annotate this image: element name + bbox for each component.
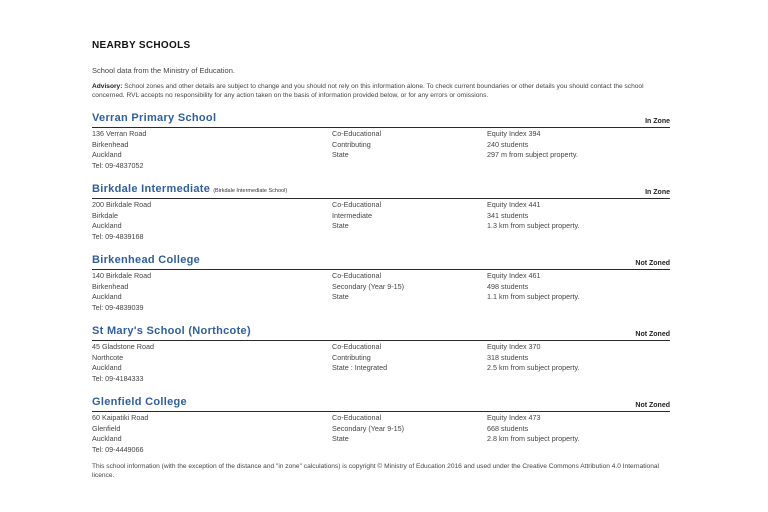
address-line-3: Auckland bbox=[92, 150, 122, 160]
address-line-1: 136 Verran Road bbox=[92, 129, 147, 139]
school-header bbox=[92, 392, 670, 412]
school-gender: Co-Educational bbox=[332, 413, 382, 423]
school-header bbox=[92, 250, 670, 270]
school-classification bbox=[332, 200, 487, 242]
school-contact bbox=[92, 413, 332, 455]
school-contact bbox=[92, 271, 332, 313]
school-alt-name: (Birkdale Intermediate School) bbox=[213, 188, 288, 195]
address-line-2: Birkenhead bbox=[92, 281, 129, 291]
school-gender: Co-Educational bbox=[332, 342, 382, 352]
address-line-3: Auckland bbox=[92, 292, 122, 302]
address-line-3: Auckland bbox=[92, 221, 122, 231]
advisory-text: School zones and other details are subject to change and you should not rely on this information alone. To check current boundaries or other details you should contact the school concerned. RVL accepts no responsibility for any action taken on the basis of information provided below, or for any errors or omissions. bbox=[92, 83, 644, 99]
distance: 2.5 km from subject property. bbox=[487, 363, 580, 373]
school-type: Secondary (Year 9-15) bbox=[332, 281, 405, 291]
student-count: 318 students bbox=[487, 352, 529, 362]
advisory-note bbox=[92, 83, 670, 100]
school-phone: Tel: 09-4839168 bbox=[92, 231, 144, 241]
school-phone: Tel: 09-4449066 bbox=[92, 444, 144, 454]
school-name: Birkenhead College bbox=[92, 254, 201, 267]
address-line-1: 45 Gladstone Road bbox=[92, 342, 154, 352]
school-classification bbox=[332, 271, 487, 313]
address-line-2: Northcote bbox=[92, 352, 124, 362]
school-details bbox=[92, 412, 670, 455]
school-type: Secondary (Year 9-15) bbox=[332, 423, 405, 433]
school-name: Glenfield College bbox=[92, 396, 187, 409]
address-line-3: Auckland bbox=[92, 434, 122, 444]
school-details bbox=[92, 199, 670, 242]
school-entry bbox=[92, 321, 670, 384]
equity-index: Equity Index 461 bbox=[487, 271, 541, 281]
school-entry bbox=[92, 108, 670, 171]
school-type: Contributing bbox=[332, 352, 371, 362]
address-line-2: Birkenhead bbox=[92, 139, 129, 149]
school-gender: Co-Educational bbox=[332, 200, 382, 210]
school-gender: Co-Educational bbox=[332, 129, 382, 139]
address-line-1: 60 Kaipatiki Road bbox=[92, 413, 149, 423]
school-authority: State : Integrated bbox=[332, 363, 388, 373]
student-count: 498 students bbox=[487, 281, 529, 291]
school-list bbox=[92, 108, 670, 455]
page-title: NEARBY SCHOOLS bbox=[92, 40, 191, 51]
school-name-wrap bbox=[92, 179, 287, 197]
student-count: 341 students bbox=[487, 210, 529, 220]
school-entry bbox=[92, 250, 670, 313]
school-details bbox=[92, 341, 670, 384]
zone-status: Not Zoned bbox=[635, 402, 670, 410]
equity-index: Equity Index 370 bbox=[487, 342, 541, 352]
distance: 1.1 km from subject property. bbox=[487, 292, 580, 302]
school-contact bbox=[92, 342, 332, 384]
address-line-1: 140 Birkdale Road bbox=[92, 271, 152, 281]
school-contact bbox=[92, 129, 332, 171]
school-name: Birkdale Intermediate bbox=[92, 183, 211, 196]
student-count: 240 students bbox=[487, 139, 529, 149]
school-phone: Tel: 09-4839039 bbox=[92, 302, 144, 312]
school-name-wrap bbox=[92, 392, 190, 410]
address-line-3: Auckland bbox=[92, 363, 122, 373]
school-header bbox=[92, 321, 670, 341]
address-line-2: Birkdale bbox=[92, 210, 118, 220]
school-classification bbox=[332, 342, 487, 384]
school-stats bbox=[487, 271, 670, 313]
school-stats bbox=[487, 342, 670, 384]
school-name-wrap bbox=[92, 250, 203, 268]
school-details bbox=[92, 270, 670, 313]
school-stats bbox=[487, 129, 670, 171]
school-stats bbox=[487, 200, 670, 242]
distance: 2.8 km from subject property. bbox=[487, 434, 580, 444]
school-authority: State bbox=[332, 150, 349, 160]
copyright-note: This school information (with the exception of the distance and "in zone" calculations) is copyright © Ministry of Education 2016 and used under the Creative Commons Attribution 4.0 International licence. bbox=[92, 463, 660, 479]
school-name: St Mary's School (Northcote) bbox=[92, 325, 251, 338]
school-header bbox=[92, 108, 670, 128]
school-type: Contributing bbox=[332, 139, 371, 149]
equity-index: Equity Index 441 bbox=[487, 200, 541, 210]
school-authority: State bbox=[332, 292, 349, 302]
school-details bbox=[92, 128, 670, 171]
data-source-note: School data from the Ministry of Education. bbox=[92, 66, 235, 75]
zone-status: Not Zoned bbox=[635, 331, 670, 339]
school-authority: State bbox=[332, 434, 349, 444]
school-header bbox=[92, 179, 670, 199]
school-classification bbox=[332, 413, 487, 455]
school-name: Verran Primary School bbox=[92, 112, 217, 125]
school-phone: Tel: 09-4837052 bbox=[92, 160, 144, 170]
address-line-1: 200 Birkdale Road bbox=[92, 200, 152, 210]
zone-status: In Zone bbox=[645, 189, 670, 197]
school-name-wrap bbox=[92, 321, 254, 339]
zone-status: In Zone bbox=[645, 118, 670, 126]
distance: 1.3 km from subject property. bbox=[487, 221, 580, 231]
equity-index: Equity Index 394 bbox=[487, 129, 541, 139]
school-contact bbox=[92, 200, 332, 242]
school-stats bbox=[487, 413, 670, 455]
distance: 297 m from subject property. bbox=[487, 150, 578, 160]
school-name-wrap bbox=[92, 108, 219, 126]
school-classification bbox=[332, 129, 487, 171]
equity-index: Equity Index 473 bbox=[487, 413, 541, 423]
student-count: 668 students bbox=[487, 423, 529, 433]
address-line-2: Glenfield bbox=[92, 423, 121, 433]
advisory-label: Advisory: bbox=[92, 83, 123, 90]
nearby-schools-section bbox=[92, 40, 670, 480]
school-type: Intermediate bbox=[332, 210, 372, 220]
school-phone: Tel: 09-4184333 bbox=[92, 373, 144, 383]
school-authority: State bbox=[332, 221, 349, 231]
school-gender: Co-Educational bbox=[332, 271, 382, 281]
zone-status: Not Zoned bbox=[635, 260, 670, 268]
school-entry bbox=[92, 179, 670, 242]
school-entry bbox=[92, 392, 670, 455]
